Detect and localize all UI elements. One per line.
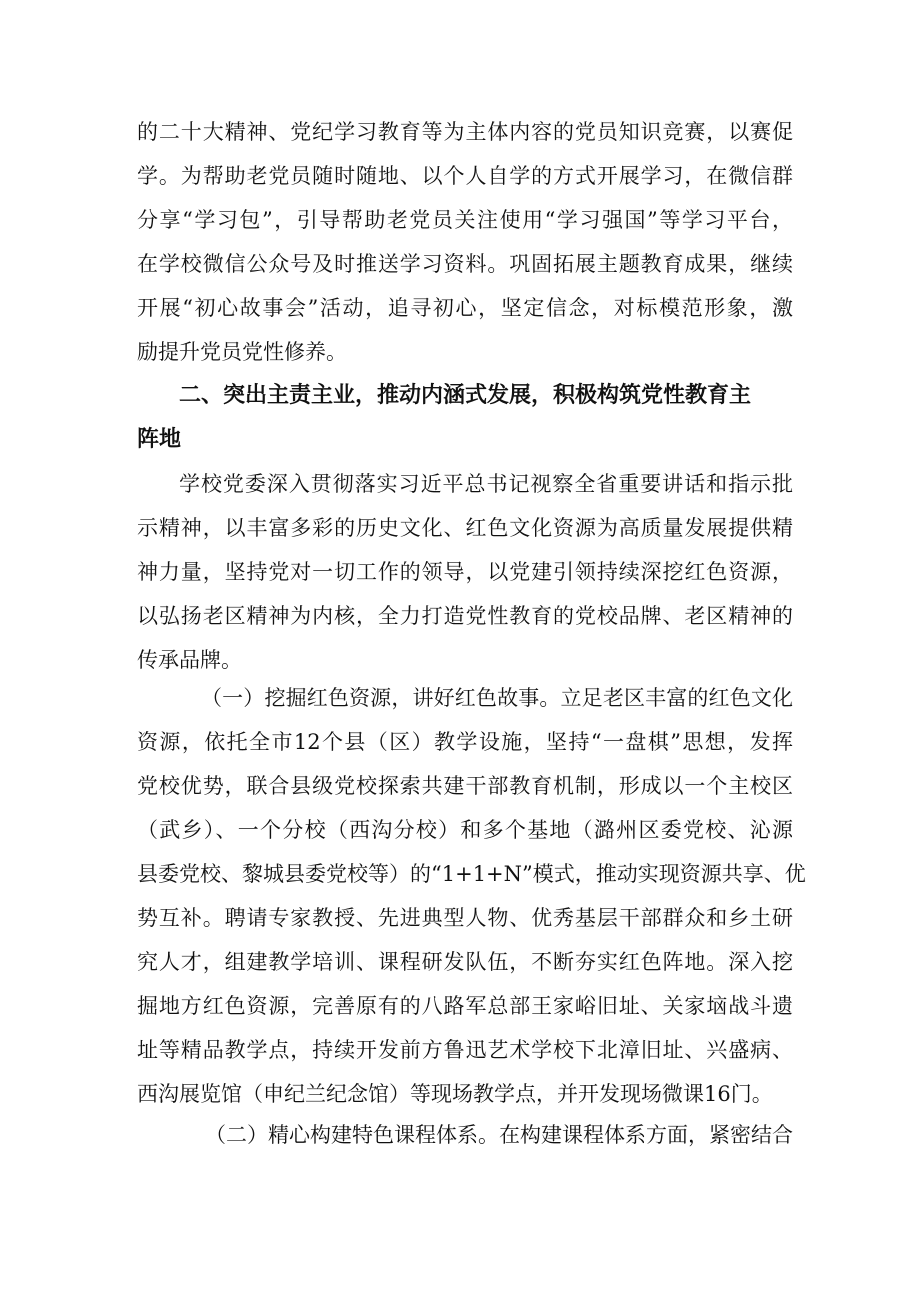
paragraph-red-resources [137, 676, 806, 1116]
text-line: 究人才，组建教学培训、课程研发队伍，不断夯实红色阵地。深入挖 [137, 950, 793, 974]
text-line: 党校优势，联合县级党校探索共建干部教育机制，形成以一个主校区 [137, 774, 793, 798]
text-line: 以弘扬老区精神为内核，全力打造党性教育的党校品牌、老区精神的 [137, 604, 793, 628]
text-line: 势互补。聘请专家教授、先进典型人物、优秀基层干部群众和乡土研 [137, 906, 793, 930]
paragraph-party-committee [137, 462, 793, 682]
text-line: 的二十大精神、党纪学习教育等为主体内容的党员知识竞赛，以赛促 [137, 120, 793, 144]
paragraph-course-system [137, 1113, 793, 1157]
text-line: 掘地方红色资源，完善原有的八路军总部王家峪旧址、关家垴战斗遗 [137, 994, 793, 1018]
text-line: 西沟展览馆（申纪兰纪念馆）等现场教学点，并开发现场微课16门。 [137, 1082, 773, 1106]
heading-line: 二、突出主责主业，推动内涵式发展，积极构筑党性教育主 [179, 383, 752, 408]
text-line: 学校党委深入贯彻落实习近平总书记视察全省重要讲话和指示批 [179, 472, 793, 496]
text-line: （二）精心构建特色课程体系。在构建课程体系方面，紧密结合 [205, 1123, 793, 1147]
text-line: 址等精品教学点，持续开发前方鲁迅艺术学校下北漳旧址、兴盛病、 [137, 1038, 793, 1062]
paragraph-knowledge-contest [137, 110, 793, 374]
heading-line: 阵地 [137, 427, 182, 452]
text-line: （武乡）、一个分校（西沟分校）和多个基地（潞州区委党校、沁源 [137, 818, 793, 842]
text-line: 示精神，以丰富多彩的历史文化、红色文化资源为高质量发展提供精 [137, 516, 793, 540]
text-line: 县委党校、黎城县委党校等）的“1+1+N”模式，推动实现资源共享、优 [137, 862, 806, 886]
section-heading-two [137, 374, 793, 462]
text-line: 资源，依托全市12个县（区）教学设施，坚持“一盘棋”思想，发挥 [137, 730, 793, 754]
text-line: 在学校微信公众号及时推送学习资料。巩固拓展主题教育成果，继续 [137, 252, 793, 276]
text-line: （一）挖掘红色资源，讲好红色故事。立足老区丰富的红色文化 [201, 686, 793, 710]
text-line: 分享“学习包”，引导帮助老党员关注使用“学习强国”等学习平台， [137, 208, 793, 232]
text-line: 学。为帮助老党员随时随地、以个人自学的方式开展学习，在微信群 [137, 164, 793, 188]
text-line: 励提升党员党性修养。 [137, 340, 347, 364]
text-line: 开展“初心故事会”活动，追寻初心，坚定信念，对标模范形象，激 [137, 296, 793, 320]
text-line: 传承品牌。 [137, 648, 242, 672]
text-line: 神力量，坚持党对一切工作的领导，以党建引领持续深挖红色资源， [137, 560, 793, 584]
